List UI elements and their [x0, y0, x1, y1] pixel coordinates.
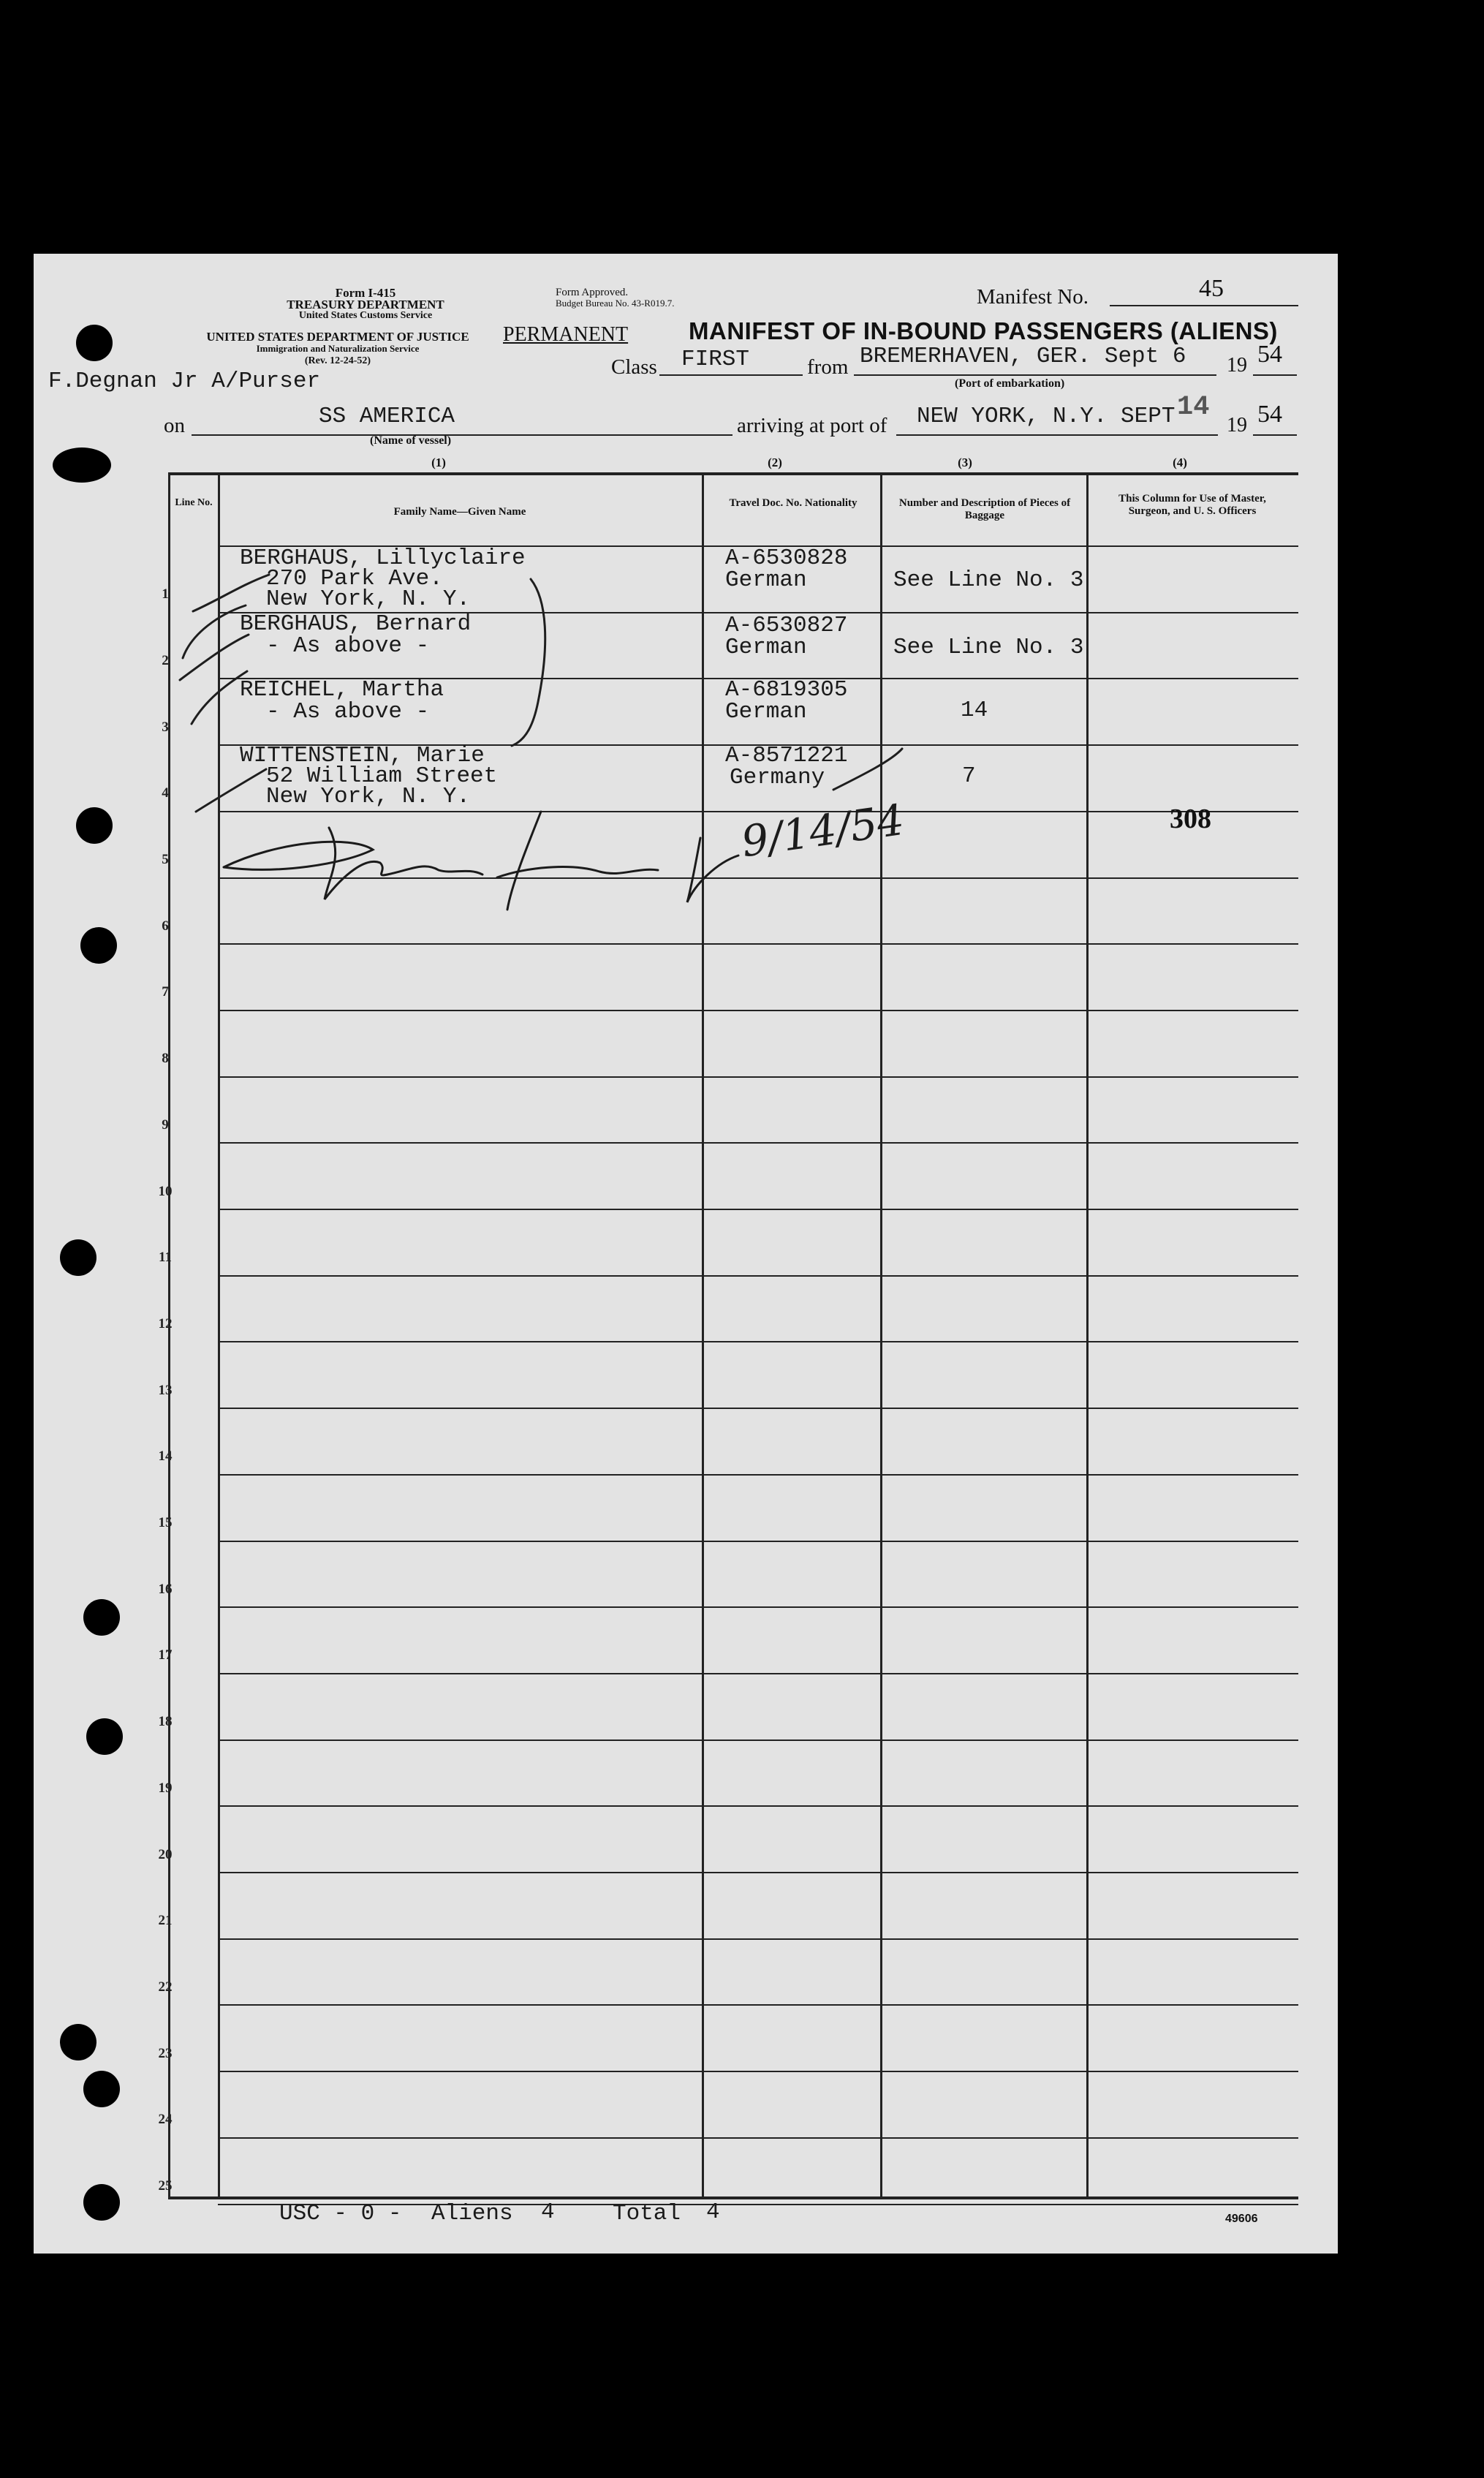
baggage: 7 — [962, 763, 976, 789]
line-number: 8 — [162, 1051, 169, 1066]
footer-total-count: 4 — [706, 2199, 720, 2225]
manifest-no-value: 45 — [1199, 275, 1224, 302]
nationality: German — [725, 567, 807, 593]
arriving-label: arriving at port of — [737, 414, 887, 437]
col-num-2: (2) — [768, 456, 782, 469]
embarkation-port: BREMERHAVEN, GER. Sept 6 — [860, 344, 1186, 369]
footer-usc: USC - 0 - — [279, 2201, 402, 2226]
line-number: 2 — [162, 653, 169, 668]
budget-bureau: Budget Bureau No. 43-R019.7. — [556, 298, 675, 309]
signature-tail — [497, 867, 658, 877]
signature-flourish — [224, 842, 373, 869]
line-number: 5 — [162, 852, 169, 867]
line-number: 6 — [162, 918, 169, 934]
col-num-1: (1) — [431, 456, 446, 469]
year-value: 54 — [1257, 341, 1282, 368]
col-num-3: (3) — [958, 456, 972, 469]
manifest-title: MANIFEST OF IN-BOUND PASSENGERS (ALIENS) — [689, 317, 1278, 344]
header-travel-doc: Travel Doc. No. Nationality — [729, 497, 858, 509]
year-prefix-2: 19 — [1227, 414, 1247, 437]
passenger-city: New York, N. Y. — [266, 586, 471, 612]
nationality: German — [725, 635, 807, 660]
signature-date: 9/14/54 — [738, 794, 907, 867]
permanent-label: PERMANENT — [503, 323, 629, 346]
passenger-name: REICHEL, Martha — [240, 677, 444, 703]
passenger-name: WITTENSTEIN, Marie — [240, 743, 485, 768]
line-number: 23 — [158, 2046, 173, 2061]
line-number: 4 — [162, 785, 169, 801]
line-number: 16 — [158, 1582, 173, 1597]
print-code: 49606 — [1225, 2213, 1258, 2225]
line-number: 22 — [158, 1979, 173, 1995]
revision: (Rev. 12-24-52) — [304, 355, 371, 366]
passenger-address: - As above - — [266, 699, 430, 725]
footer-total-label: Total — [613, 2201, 681, 2226]
baggage: See Line No. 3 — [893, 567, 1084, 593]
line-number: 12 — [158, 1316, 173, 1331]
purser-signature: F.Degnan Jr A/Purser — [48, 369, 321, 394]
arrival-port: NEW YORK, N.Y. SEPT — [917, 404, 1176, 429]
class-label: Class — [611, 355, 657, 379]
baggage: See Line No. 3 — [893, 635, 1084, 660]
passenger-address: 270 Park Ave. — [266, 566, 443, 592]
travel-doc-no: A-6819305 — [725, 677, 848, 703]
header-line-no: Line No. — [175, 497, 213, 508]
line-number: 24 — [158, 2112, 173, 2127]
header-baggage: Number and Description of Pieces of Baggage — [898, 497, 1071, 522]
footer-aliens-count: 4 — [541, 2199, 555, 2225]
col-num-4: (4) — [1173, 456, 1187, 469]
customs-service: United States Customs Service — [298, 310, 433, 321]
line-number: 20 — [158, 1847, 173, 1862]
passenger-name: BERGHAUS, Lillyclaire — [240, 545, 526, 571]
line-number: 13 — [158, 1383, 173, 1398]
manifest-no-label: Manifest No. — [977, 285, 1089, 309]
officer-stamp: 308 — [1170, 804, 1211, 834]
checkmark-1 — [193, 575, 269, 611]
passenger-name: BERGHAUS, Bernard — [240, 611, 472, 637]
arrival-day: 14 — [1177, 392, 1210, 423]
from-label: from — [807, 355, 849, 379]
year-value-2: 54 — [1257, 401, 1282, 428]
line-number: 14 — [158, 1448, 173, 1464]
travel-doc-no: A-6530827 — [725, 613, 848, 638]
line-number: 21 — [158, 1913, 173, 1928]
passenger-city: New York, N. Y. — [266, 784, 471, 809]
vessel-caption: (Name of vessel) — [370, 434, 452, 447]
checkmark-2 — [183, 605, 246, 658]
nationality: German — [725, 699, 807, 725]
treasury-dept: TREASURY DEPARTMENT — [287, 298, 444, 311]
header-name: Family Name—Given Name — [393, 506, 526, 518]
line-number: 3 — [162, 719, 169, 735]
checkmark-2b — [180, 635, 249, 680]
ins-service: Immigration and Naturalization Service — [256, 343, 420, 354]
checkmark-4 — [196, 769, 266, 812]
signature-loop — [687, 838, 738, 902]
year-prefix: 19 — [1227, 354, 1247, 377]
nationality-check — [833, 749, 902, 790]
passenger-address: 52 William Street — [266, 763, 498, 789]
signature-cross — [507, 812, 541, 910]
header-officers: This Column for Use of Master, Surgeon, and U. S. Officers — [1118, 493, 1266, 518]
line-number: 17 — [158, 1647, 173, 1663]
vessel-name: SS AMERICA — [319, 404, 455, 429]
signature-stroke — [325, 828, 482, 899]
checkmark-3 — [192, 671, 247, 724]
travel-doc-no: A-8571221 — [725, 743, 848, 768]
baggage: 14 — [961, 698, 988, 723]
bracket-line — [512, 579, 545, 746]
line-number: 19 — [158, 1780, 173, 1796]
line-number: 10 — [158, 1184, 173, 1199]
line-number: 7 — [162, 984, 169, 1000]
line-number: 25 — [158, 2178, 173, 2194]
line-number: 9 — [162, 1117, 169, 1133]
form-approved: Form Approved. — [556, 287, 629, 298]
class-value: FIRST — [681, 347, 750, 372]
line-number: 11 — [159, 1250, 172, 1265]
justice-dept: UNITED STATES DEPARTMENT OF JUSTICE — [206, 330, 469, 344]
form-number: Form I-415 — [335, 286, 396, 300]
footer-aliens-label: Aliens — [431, 2201, 513, 2226]
line-number: 18 — [158, 1714, 173, 1729]
on-label: on — [164, 414, 185, 437]
nationality: Germany — [730, 765, 825, 790]
travel-doc-no: A-6530828 — [725, 545, 848, 571]
port-caption: (Port of embarkation) — [955, 377, 1065, 390]
line-number: 1 — [162, 586, 169, 602]
line-number: 15 — [158, 1515, 173, 1530]
passenger-address: - As above - — [266, 633, 430, 659]
